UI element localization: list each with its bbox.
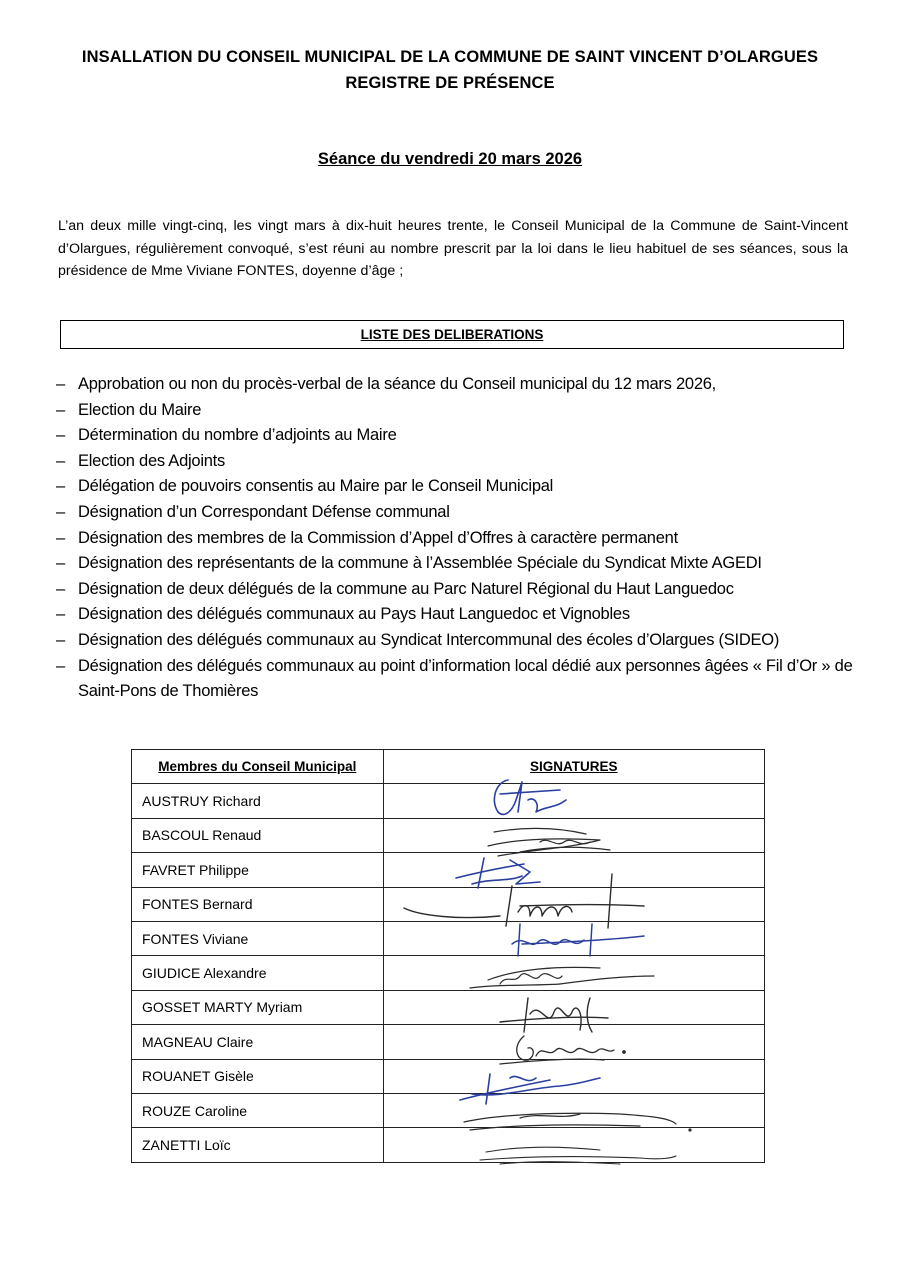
dash-bullet: – — [56, 605, 65, 624]
dash-bullet: – — [56, 477, 65, 496]
table-row — [132, 887, 765, 921]
list-item: – Désignation des délégués communaux au Syndicat Intercommunal des écoles d’Olargues (SIDEO) — [56, 628, 856, 654]
deliberations-heading-box — [60, 320, 844, 349]
dash-bullet: – — [56, 502, 65, 521]
table-row — [132, 921, 765, 955]
dash-bullet: – — [56, 579, 65, 598]
table-row — [132, 853, 765, 887]
deliberations-list — [56, 372, 856, 705]
table-row — [132, 784, 765, 818]
list-item: – Approbation ou non du procès-verbal de la séance du Conseil municipal du 12 mars 2026, — [56, 372, 856, 398]
member-name: FONTES Viviane — [132, 921, 384, 955]
table-row — [132, 1093, 765, 1127]
table-row — [132, 1059, 765, 1093]
intro-paragraph: L’an deux mille vingt-cinq, les vingt mars à dix-huit heures trente, le Conseil Municipal de la Commune de Saint-Vincent d’Olargues, régulièrement convoqué, s’est réuni au nombre prescrit par la loi dans le lieu habituel de ses séances, sous la présidence de Mme Viviane FONTES, doyenne d’âge ; — [58, 218, 848, 279]
attendance-table — [131, 749, 765, 1163]
deliberations-heading: LISTE DES DELIBERATIONS — [360, 327, 544, 342]
dash-bullet: – — [56, 656, 65, 675]
signature-cell — [383, 1093, 764, 1127]
dash-bullet: – — [56, 426, 65, 445]
dash-bullet: – — [56, 528, 65, 547]
table-header-row — [132, 750, 765, 784]
member-name: ROUZE Caroline — [132, 1093, 384, 1127]
member-name: GIUDICE Alexandre — [132, 956, 384, 990]
member-name: FAVRET Philippe — [132, 853, 384, 887]
table-row — [132, 1025, 765, 1059]
list-item: – Délégation de pouvoirs consentis au Maire par le Conseil Municipal — [56, 474, 856, 500]
list-item: – Election du Maire — [56, 398, 856, 424]
table-row — [132, 1128, 765, 1162]
column-header-signatures: SIGNATURES — [383, 750, 764, 784]
signature-cell — [383, 956, 764, 990]
document-title: INSALLATION DU CONSEIL MUNICIPAL DE LA COMMUNE DE SAINT VINCENT D’OLARGUES — [81, 48, 819, 66]
member-name: ZANETTI Loïc — [132, 1128, 384, 1162]
list-item: – Désignation des représentants de la commune à l’Assemblée Spéciale du Syndicat Mixte AGEDI — [56, 551, 856, 577]
signature-cell — [383, 784, 764, 818]
signature-cell — [383, 921, 764, 955]
list-item: – Election des Adjoints — [56, 449, 856, 475]
member-name: ROUANET Gisèle — [132, 1059, 384, 1093]
dash-bullet: – — [56, 451, 65, 470]
list-item: – Désignation des délégués communaux au point d’information local dédié aux personnes âgées « Fil d’Or » de Saint-Pons de Thomières — [56, 654, 856, 705]
table-row — [132, 990, 765, 1024]
member-name: GOSSET MARTY Myriam — [132, 990, 384, 1024]
dash-bullet: – — [56, 554, 65, 573]
dash-bullet: – — [56, 630, 65, 649]
list-item: – Désignation des délégués communaux au Pays Haut Languedoc et Vignobles — [56, 602, 856, 628]
member-name: MAGNEAU Claire — [132, 1025, 384, 1059]
signature-cell — [383, 887, 764, 921]
table-row — [132, 818, 765, 852]
signature-cell — [383, 990, 764, 1024]
table-row — [132, 956, 765, 990]
list-item: – Désignation des membres de la Commission d’Appel d’Offres à caractère permanent — [56, 526, 856, 552]
session-date: Séance du vendredi 20 mars 2026 — [317, 150, 583, 168]
signature-cell — [383, 1059, 764, 1093]
signature-cell — [383, 1025, 764, 1059]
member-name: FONTES Bernard — [132, 887, 384, 921]
document-subtitle: REGISTRE DE PRÉSENCE — [345, 74, 555, 92]
dash-bullet: – — [56, 400, 65, 419]
member-name: BASCOUL Renaud — [132, 818, 384, 852]
member-name: AUSTRUY Richard — [132, 784, 384, 818]
list-item: – Désignation de deux délégués de la commune au Parc Naturel Régional du Haut Languedoc — [56, 577, 856, 603]
list-item: – Désignation d’un Correspondant Défense communal — [56, 500, 856, 526]
dash-bullet: – — [56, 375, 65, 393]
signature-cell — [383, 853, 764, 887]
signature-cell — [383, 1128, 764, 1162]
column-header-members: Membres du Conseil Municipal — [132, 750, 384, 784]
signature-cell — [383, 818, 764, 852]
list-item: – Détermination du nombre d’adjoints au Maire — [56, 423, 856, 449]
